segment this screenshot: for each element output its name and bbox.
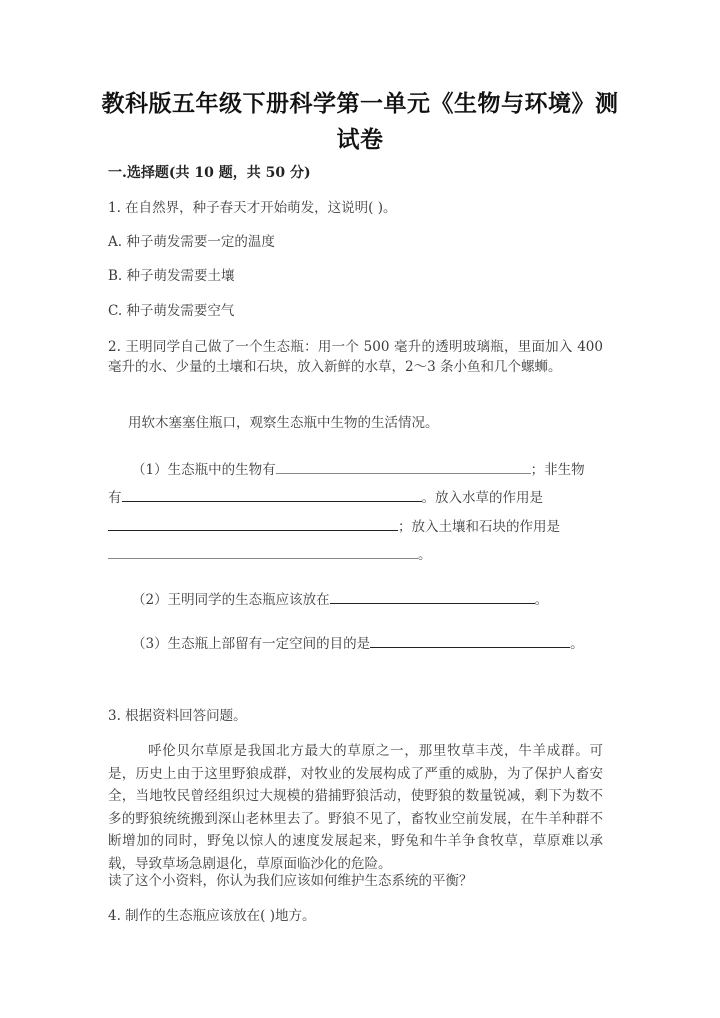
question-2-stem: 2. 王明同学自己做了一个生态瓶：用一个 500 毫升的透明玻璃瓶，里面加入 400 毫升的水、少量的土壤和石块，放入新鲜的水草，2～3 条小鱼和几个螺蛳。 — [108, 339, 603, 375]
question-2-intro: 用软木塞塞住瓶口，观察生态瓶中生物的生活情况。 — [128, 415, 439, 431]
question-2-sub1-line2 — [108, 487, 543, 508]
question-1-stem: 1. 在自然界，种子春天才开始萌发，这说明( )。 — [108, 200, 397, 216]
section-heading: 一.选择题(共 10 题，共 50 分) — [108, 165, 311, 181]
question-1-option-a[interactable]: A. 种子萌发需要一定的温度 — [108, 234, 275, 250]
question-2-sub2 — [132, 589, 548, 610]
sub1-text-f: 。 — [418, 547, 432, 563]
document-title — [100, 86, 620, 158]
title-line-1: 教科版五年级下册科学第一单元《生物与环境》测 — [101, 90, 619, 117]
question-2-sub1-line4 — [108, 544, 432, 565]
sub1-text-e: ；放入土壤和石块的作用是 — [398, 519, 560, 535]
answer-blank-space-purpose[interactable] — [370, 633, 570, 648]
sub3-end: 。 — [570, 636, 584, 652]
sub1-text-b: ；非生物 — [530, 462, 585, 478]
answer-blank-placement[interactable] — [330, 589, 535, 604]
sub1-text-c: 有 — [108, 490, 122, 506]
question-3-question: 读了这个小资料，你认为我们应该如何维护生态系统的平衡？ — [108, 873, 473, 889]
answer-blank-nonliving[interactable] — [122, 487, 422, 502]
answer-blank-organisms[interactable] — [276, 459, 531, 474]
question-2-sub3 — [132, 633, 584, 654]
question-2-sub1-line3 — [108, 516, 560, 537]
sub2-text: （2）王明同学的生态瓶应该放在 — [132, 592, 330, 608]
answer-blank-soil-role[interactable] — [108, 544, 418, 559]
sub3-text: （3）生态瓶上部留有一定空间的目的是 — [132, 636, 371, 652]
question-3-passage: 呼伦贝尔草原是我国北方最大的草原之一，那里牧草丰茂，牛羊成群。可是，历史上由于这里野狼成群，对牧业的发展构成了严重的威胁，为了保护人畜安全，当地牧民曾经组织过大规模的猎捕野狼活动，使野狼的数量锐减，剩下为数不多的野狼统统搬到深山老林里去了。野狼不见了，畜牧业空前发展，在牛羊种群不断增加的同时，野兔以惊人的速度发展起来，野兔和牛羊争食牧草，草原难以承载，导致草场急剧退化，草原面临沙化的危险。 — [108, 743, 603, 872]
title-line-2: 试卷 — [336, 126, 384, 153]
sub2-end: 。 — [534, 592, 549, 608]
question-3-stem: 3. 根据资料回答问题。 — [108, 708, 247, 724]
question-2-sub1-line1 — [132, 459, 585, 480]
answer-blank-waterweed-role[interactable] — [108, 516, 398, 531]
question-1-option-c[interactable]: C. 种子萌发需要空气 — [108, 303, 235, 319]
sub1-text-d: 。放入水草的作用是 — [421, 490, 543, 506]
question-4-stem: 4. 制作的生态瓶应该放在( )地方。 — [108, 908, 316, 924]
sub1-text-a: （1）生态瓶中的生物有 — [132, 462, 276, 478]
question-1-option-b[interactable]: B. 种子萌发需要土壤 — [108, 268, 235, 284]
